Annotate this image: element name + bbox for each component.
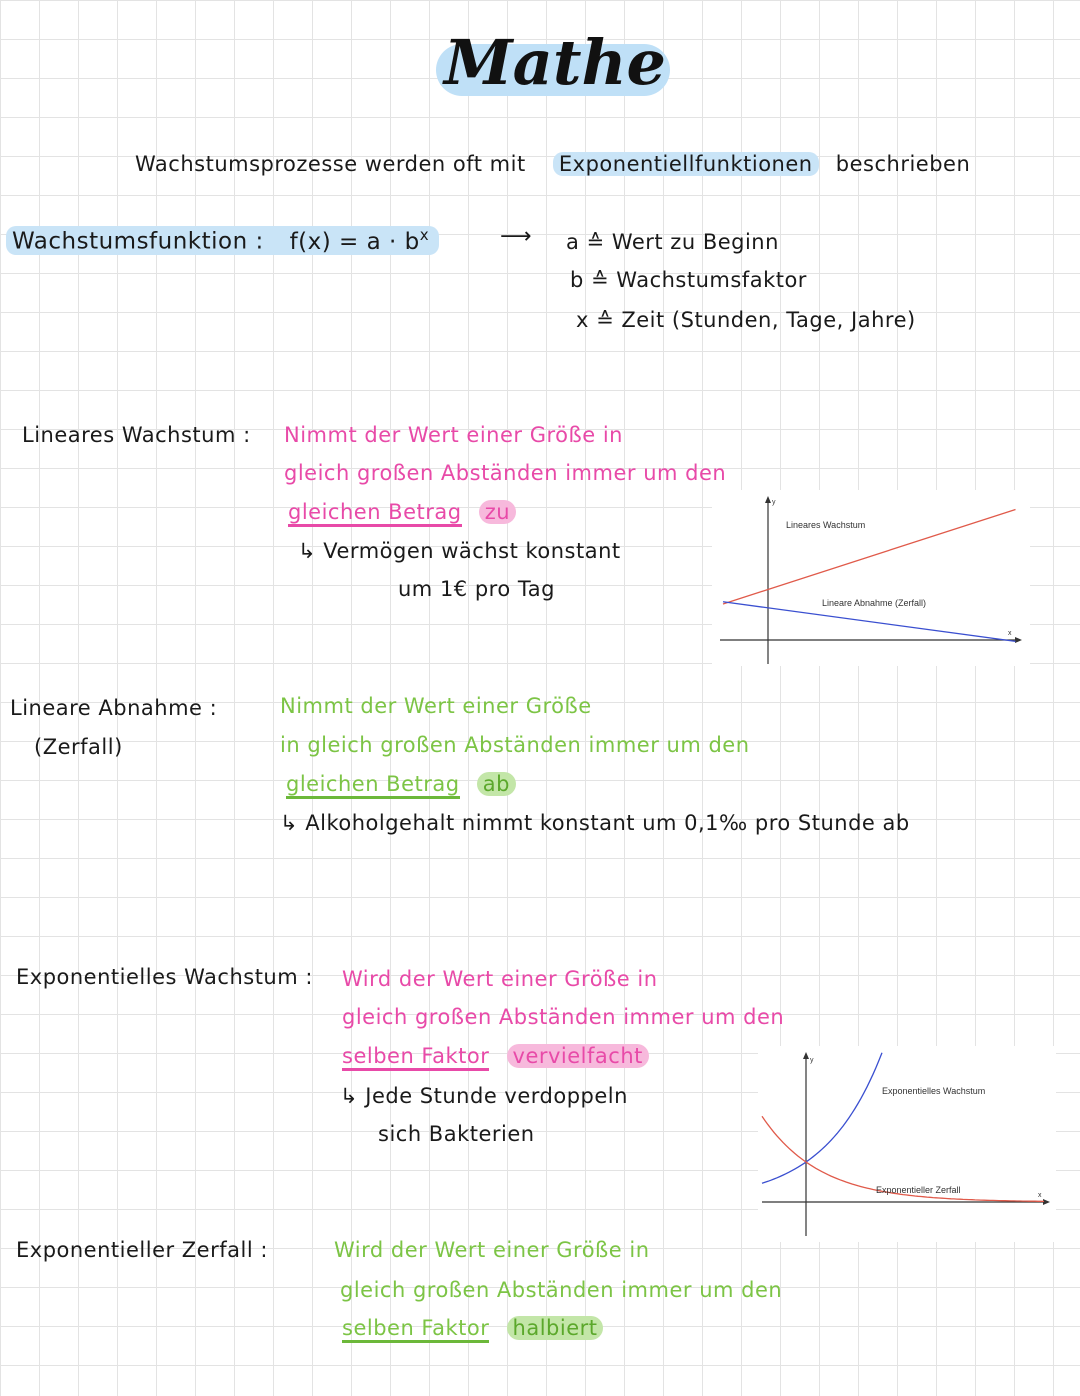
intro-highlight: Exponentiellfunktionen bbox=[553, 152, 819, 176]
linear-decay-line2: in gleich großen Abständen immer um den bbox=[280, 733, 750, 757]
linear-growth-label: Lineares Wachstum : bbox=[22, 423, 251, 447]
exp-decay-line1: Wird der Wert einer Größe in bbox=[334, 1238, 650, 1262]
exponential-chart bbox=[758, 1046, 1056, 1242]
page-title: Mathe bbox=[444, 26, 666, 99]
linear-growth-example1: ↳ Vermögen wächst konstant bbox=[298, 539, 621, 563]
linear-growth-line1: Nimmt der Wert einer Größe in bbox=[284, 423, 623, 447]
formula-def-b: b ≙ Wachstumsfaktor bbox=[570, 268, 807, 292]
linear-decay-example: ↳ Alkoholgehalt nimmt konstant um 0,1‰ pro Stunde ab bbox=[280, 811, 910, 835]
linear-decay-line1: Nimmt der Wert einer Größe bbox=[280, 694, 592, 718]
exp-decay-legend: Exponentieller Zerfall bbox=[876, 1185, 961, 1195]
exp-growth-line1: Wird der Wert einer Größe in bbox=[342, 967, 658, 991]
linear-growth-legend: Lineares Wachstum bbox=[786, 520, 866, 530]
linear-decay-pill: ab bbox=[477, 772, 516, 796]
exp-growth-underline: selben Faktor bbox=[342, 1044, 489, 1071]
arrow-icon: ⟶ bbox=[500, 224, 533, 249]
intro-end: beschrieben bbox=[835, 152, 971, 176]
exp-growth-example1: ↳ Jede Stunde verdoppeln bbox=[340, 1084, 628, 1108]
linear-chart-y-label: y bbox=[772, 499, 776, 506]
exp-decay-line3 bbox=[342, 1316, 603, 1340]
linear-growth-pill: zu bbox=[479, 500, 516, 524]
exp-growth-pill: vervielfacht bbox=[507, 1044, 649, 1068]
linear-growth-underline: gleichen Betrag bbox=[288, 500, 462, 527]
linear-decay-underline: gleichen Betrag bbox=[286, 772, 460, 799]
exp-growth-legend: Exponentielles Wachstum bbox=[882, 1086, 986, 1096]
exp-growth-example2: sich Bakterien bbox=[378, 1122, 535, 1146]
exp-decay-line2: gleich großen Abständen immer um den bbox=[340, 1278, 783, 1302]
exp-growth-line3 bbox=[342, 1044, 649, 1068]
linear-chart-y-arrow bbox=[765, 496, 771, 503]
linear-chart bbox=[712, 490, 1030, 666]
exp-chart-x-label: x bbox=[1038, 1192, 1042, 1199]
exp-growth-line2: gleich großen Abständen immer um den bbox=[342, 1005, 785, 1029]
formula-label: Wachstumsfunktion : bbox=[12, 228, 264, 255]
formula-def-a: a ≙ Wert zu Beginn bbox=[566, 230, 779, 254]
linear-growth-example2: um 1€ pro Tag bbox=[398, 577, 555, 601]
linear-growth-line2: gleich großen Abständen immer um den bbox=[284, 461, 727, 485]
exp-growth-curve bbox=[762, 1053, 882, 1184]
linear-chart-x-label: x bbox=[1008, 630, 1012, 637]
intro-text: Wachstumsprozesse werden oft mit bbox=[135, 152, 526, 176]
linear-decay-label: Lineare Abnahme : bbox=[10, 696, 218, 720]
linear-chart-x-arrow bbox=[1015, 637, 1022, 643]
exp-chart-y-label: y bbox=[810, 1057, 814, 1064]
formula-expr: f(x) = a · b bbox=[289, 228, 420, 255]
exp-decay-label: Exponentieller Zerfall : bbox=[16, 1238, 268, 1262]
exp-chart-x-arrow bbox=[1043, 1199, 1050, 1205]
linear-decay-sublabel: (Zerfall) bbox=[34, 735, 123, 759]
intro-line bbox=[135, 152, 970, 176]
exp-decay-pill: halbiert bbox=[507, 1316, 604, 1340]
exp-chart-y-arrow bbox=[803, 1052, 809, 1059]
exp-decay-underline: selben Faktor bbox=[342, 1316, 489, 1343]
formula-block bbox=[6, 226, 439, 255]
linear-growth-line3 bbox=[288, 500, 516, 524]
exp-growth-label: Exponentielles Wachstum : bbox=[16, 965, 313, 989]
formula-exponent: x bbox=[419, 226, 430, 244]
linear-decay-legend: Lineare Abnahme (Zerfall) bbox=[822, 598, 927, 608]
linear-growth-line bbox=[723, 510, 1016, 605]
formula-def-x: x ≙ Zeit (Stunden, Tage, Jahre) bbox=[576, 308, 916, 332]
linear-decay-line3 bbox=[286, 772, 516, 796]
